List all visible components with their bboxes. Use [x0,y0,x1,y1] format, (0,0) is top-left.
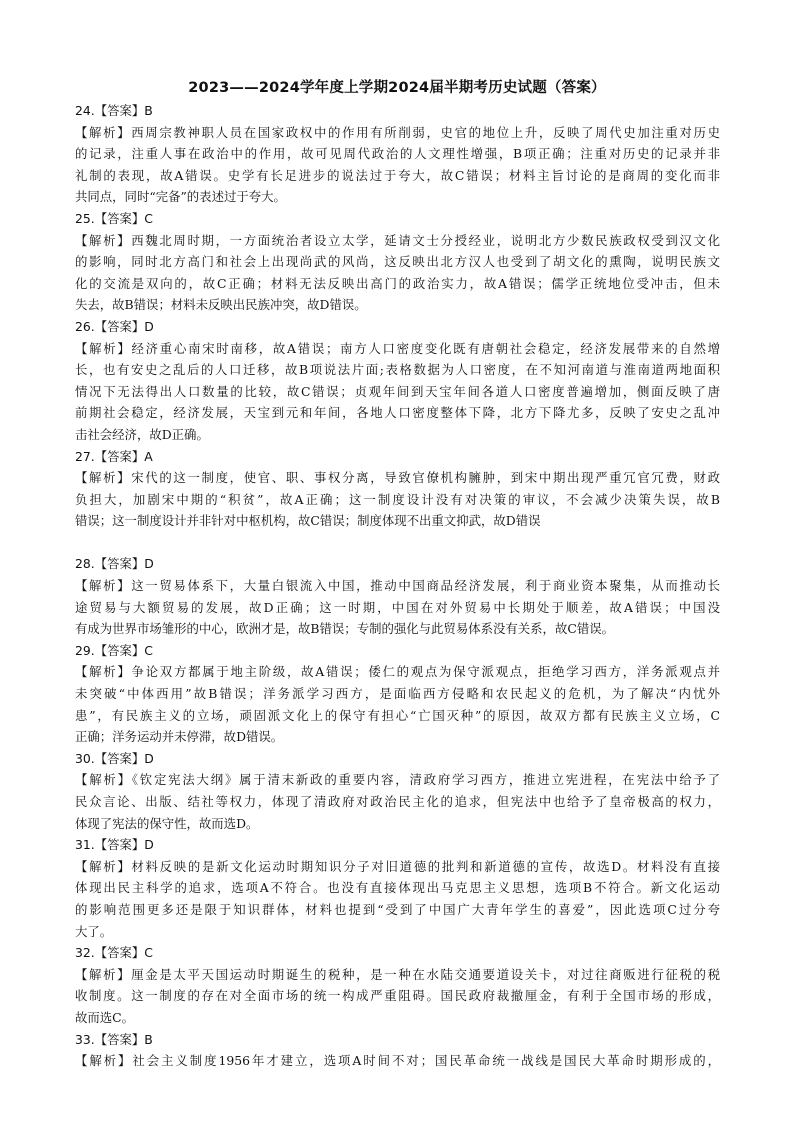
analysis-line: 击社会经济，故D正确。 [75,426,209,442]
analysis-line: 患”，有民族主义的立场，顽固派文化上的保守有担心“亡国灭种”的原因，故双方都有民族主义立场，C [75,707,720,723]
analysis-line: 【解析】西周宗教神职人员在国家政权中的作用有所削弱，史官的地位上升，反映了周代史加注重对历史 [75,124,720,140]
answer-content [75,100,720,1072]
blank-line [75,532,720,554]
analysis-line: 【解析】这一贸易体系下，大量白银流入中国，推动中国商品经济发展，利于商业资本聚集，从而推动长 [75,578,720,594]
answer-heading: 31.【答案】D [75,837,154,853]
analysis-line: 大了。 [75,923,113,939]
analysis-line: 体现出民主科学的追求，选项A不符合。也没有直接体现出马克思主义思想，选项B不符合。新文化运动 [75,880,720,896]
analysis-line: 共同点，同时“完备”的表述过于夸大。 [75,189,286,205]
answer-heading: 24.【答案】B [75,103,153,118]
answer-heading: 25.【答案】C [75,210,153,226]
answer-heading: 26.【答案】D [75,318,154,334]
analysis-line: 未突破“中体西用”故B错误；洋务派学习西方，是面临西方侵略和农民起义的危机，为了解决“内忧外 [75,686,720,702]
analysis-line: 前期社会稳定，经济发展，天宝到元和年间，各地人口密度整体下降，北方下降尤多，反映了安史之乱冲 [75,405,720,421]
page-title: 2023——2024学年度上学期2024届半期考历史试题（答案） [188,80,606,96]
analysis-line: 【解析】宋代的这一制度，使官、职、事权分离，导致官僚机构臃肿，到宋中期出现严重冗官冗费，财政 [75,470,720,486]
analysis-line: 【解析】厘金是太平天国运动时期诞生的税种，是一种在水陆交通要道设关卡，对过往商贩进行征税的税 [75,966,720,982]
answer-heading: 27.【答案】A [75,448,153,464]
analysis-line: 收制度。这一制度的存在对全面市场的统一构成严重阻碍。国民政府裁撤厘金，有利于全国市场的形成， [75,988,720,1004]
analysis-line: 的记录，注重人事在政治中的作用，故可见周代政治的人文理性增强，B项正确；注重对历史的记录并非 [75,146,720,162]
analysis-line: 错误；这一制度设计并非针对中枢机构，故C错误；制度体现不出重文抑武，故D错误 [75,513,541,529]
analysis-line: 【解析】西魏北周时期，一方面统治者设立太学，延请文士分授经业，说明北方少数民族政权受到汉文化 [75,232,720,248]
analysis-line: 礼制的表现，故A错误。史学有长足进步的说法过于夸大，故C错误；材料主旨讨论的是商周的变化而非 [75,167,720,183]
answer-heading: 29.【答案】C [75,642,153,658]
analysis-line: 的影响范围更多还是限于知识群体，材料也提到“受到了中国广大青年学生的喜爱”，因此选项C过分夸 [75,901,720,917]
analysis-line: 长，也有安史之乱后的人口迁移，故B项说法片面;表格数据为人口密度，在不知河南道与淮南道两地面积 [75,362,720,378]
analysis-line: 失去，故B错误；材料未反映出民族冲突，故D错误。 [75,297,367,313]
analysis-line: 【解析】经济重心南宋时南移，故A错误；南方人口密度变化既有唐朝社会稳定，经济发展带来的自然增 [75,340,720,356]
analysis-line: 故而选C。 [75,1009,135,1025]
analysis-line: 的影响，同时北方高门和社会上出现尚武的风尚，这反映出北方汉人也受到了胡文化的熏陶，说明民族文 [75,254,720,270]
analysis-line: 【解析】《钦定宪法大纲》属于清末新政的重要内容，清政府学习西方，推进立宪进程，在宪法中给予了 [75,772,720,788]
analysis-line: 【解析】社会主义制度1956年才建立，选项A时间不对；国民革命统一战线是国民大革命时期形成的， [75,1053,720,1069]
analysis-line: 负担大，加剧宋中期的“积贫”，故A正确；这一制度设计没有对决策的审议，不会减少决策失误，故B [75,491,720,507]
analysis-line: 有成为世界市场雏形的中心，欧洲才是，故B错误；专制的强化与此贸易体系没有关系，故C错误。 [75,621,614,637]
analysis-line: 途贸易与大额贸易的发展，故D正确；这一时期，中国在对外贸易中长期处于顺差，故A错误；中国没 [75,599,720,615]
analysis-line: 体现了宪法的保守性，故而选D。 [75,815,259,831]
answer-heading: 32.【答案】C [75,945,153,961]
analysis-line: 【解析】材料反映的是新文化运动时期知识分子对旧道德的批判和新道德的宣传，故选D。材料没有直接 [75,858,720,874]
analysis-line: 正确；洋务运动并未停滞，故D错误。 [75,729,284,745]
answer-heading: 33.【答案】B [75,1031,153,1047]
analysis-line: 【解析】争论双方都属于地主阶级，故A错误；倭仁的观点为保守派观点，拒绝学习西方，洋务派观点并 [75,664,720,680]
analysis-line: 民众言论、出版、结社等权力，体现了清政府对政治民主化的追求，但宪法中也给予了皇帝极高的权力， [75,794,720,809]
analysis-line: 化的交流是双向的，故C正确；材料无法反映出高门的政治实力，故A错误；儒学正统地位受冲击，但未 [75,275,720,291]
analysis-line: 情况下无法得出人口数量的比较，故C错误；贞观年间到天宝年间各道人口密度普遍增加，侧面反映了唐 [75,383,720,399]
answer-heading: 30.【答案】D [75,750,154,766]
answer-heading: 28.【答案】D [75,556,154,572]
